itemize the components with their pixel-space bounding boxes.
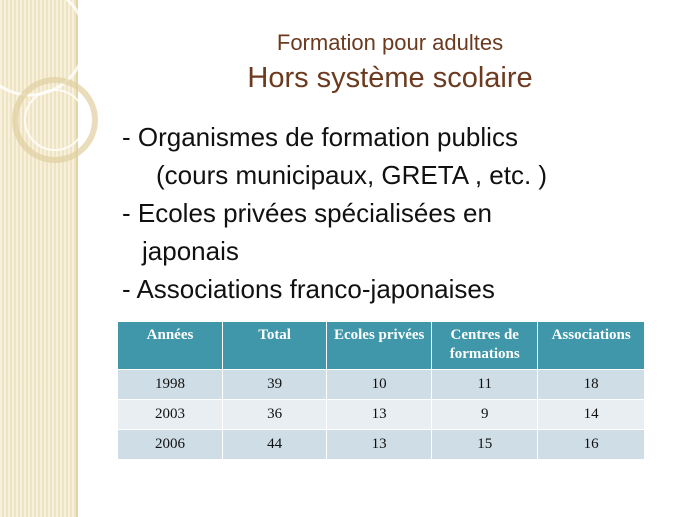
- table-cell: 13: [327, 430, 432, 460]
- table-row: [118, 400, 645, 430]
- table-cell: 15: [432, 430, 538, 460]
- slide-title: Hors système scolaire: [247, 62, 533, 94]
- bullet-list: [122, 118, 669, 308]
- table-cell: 9: [432, 400, 538, 430]
- bullet-item: - Ecoles privées spécialisées en: [122, 198, 492, 228]
- table-row: [118, 430, 645, 460]
- header-cell: Centres de formations: [432, 322, 538, 370]
- table-cell: 39: [222, 370, 326, 400]
- table-cell: 11: [432, 370, 538, 400]
- table-cell: 10: [327, 370, 432, 400]
- table-cell: 2003: [118, 400, 222, 430]
- bullet-item: - Organismes de formation publics: [122, 122, 518, 152]
- table-cell: 16: [538, 430, 645, 460]
- header-cell: Associations: [538, 322, 645, 370]
- header-cell: Ecoles privées: [327, 322, 432, 370]
- bullet-item-continuation: japonais: [142, 236, 239, 266]
- slide-subtitle: Formation pour adultes: [276, 30, 504, 55]
- table-header-row: [118, 322, 645, 370]
- bullet-item-detail: (cours municipaux, GRETA , etc. ): [156, 160, 548, 190]
- table-cell: 2006: [118, 430, 222, 460]
- table-cell: 18: [538, 370, 645, 400]
- table-cell: 36: [222, 400, 326, 430]
- statistics-table: [118, 322, 645, 459]
- header-cell: Années: [118, 322, 222, 370]
- table-cell: 44: [222, 430, 326, 460]
- bullet-item: - Associations franco-japonaises: [122, 274, 495, 304]
- table-cell: 13: [327, 400, 432, 430]
- table-cell: 14: [538, 400, 645, 430]
- table-cell: 1998: [118, 370, 222, 400]
- header-cell: Total: [222, 322, 326, 370]
- table-row: [118, 370, 645, 400]
